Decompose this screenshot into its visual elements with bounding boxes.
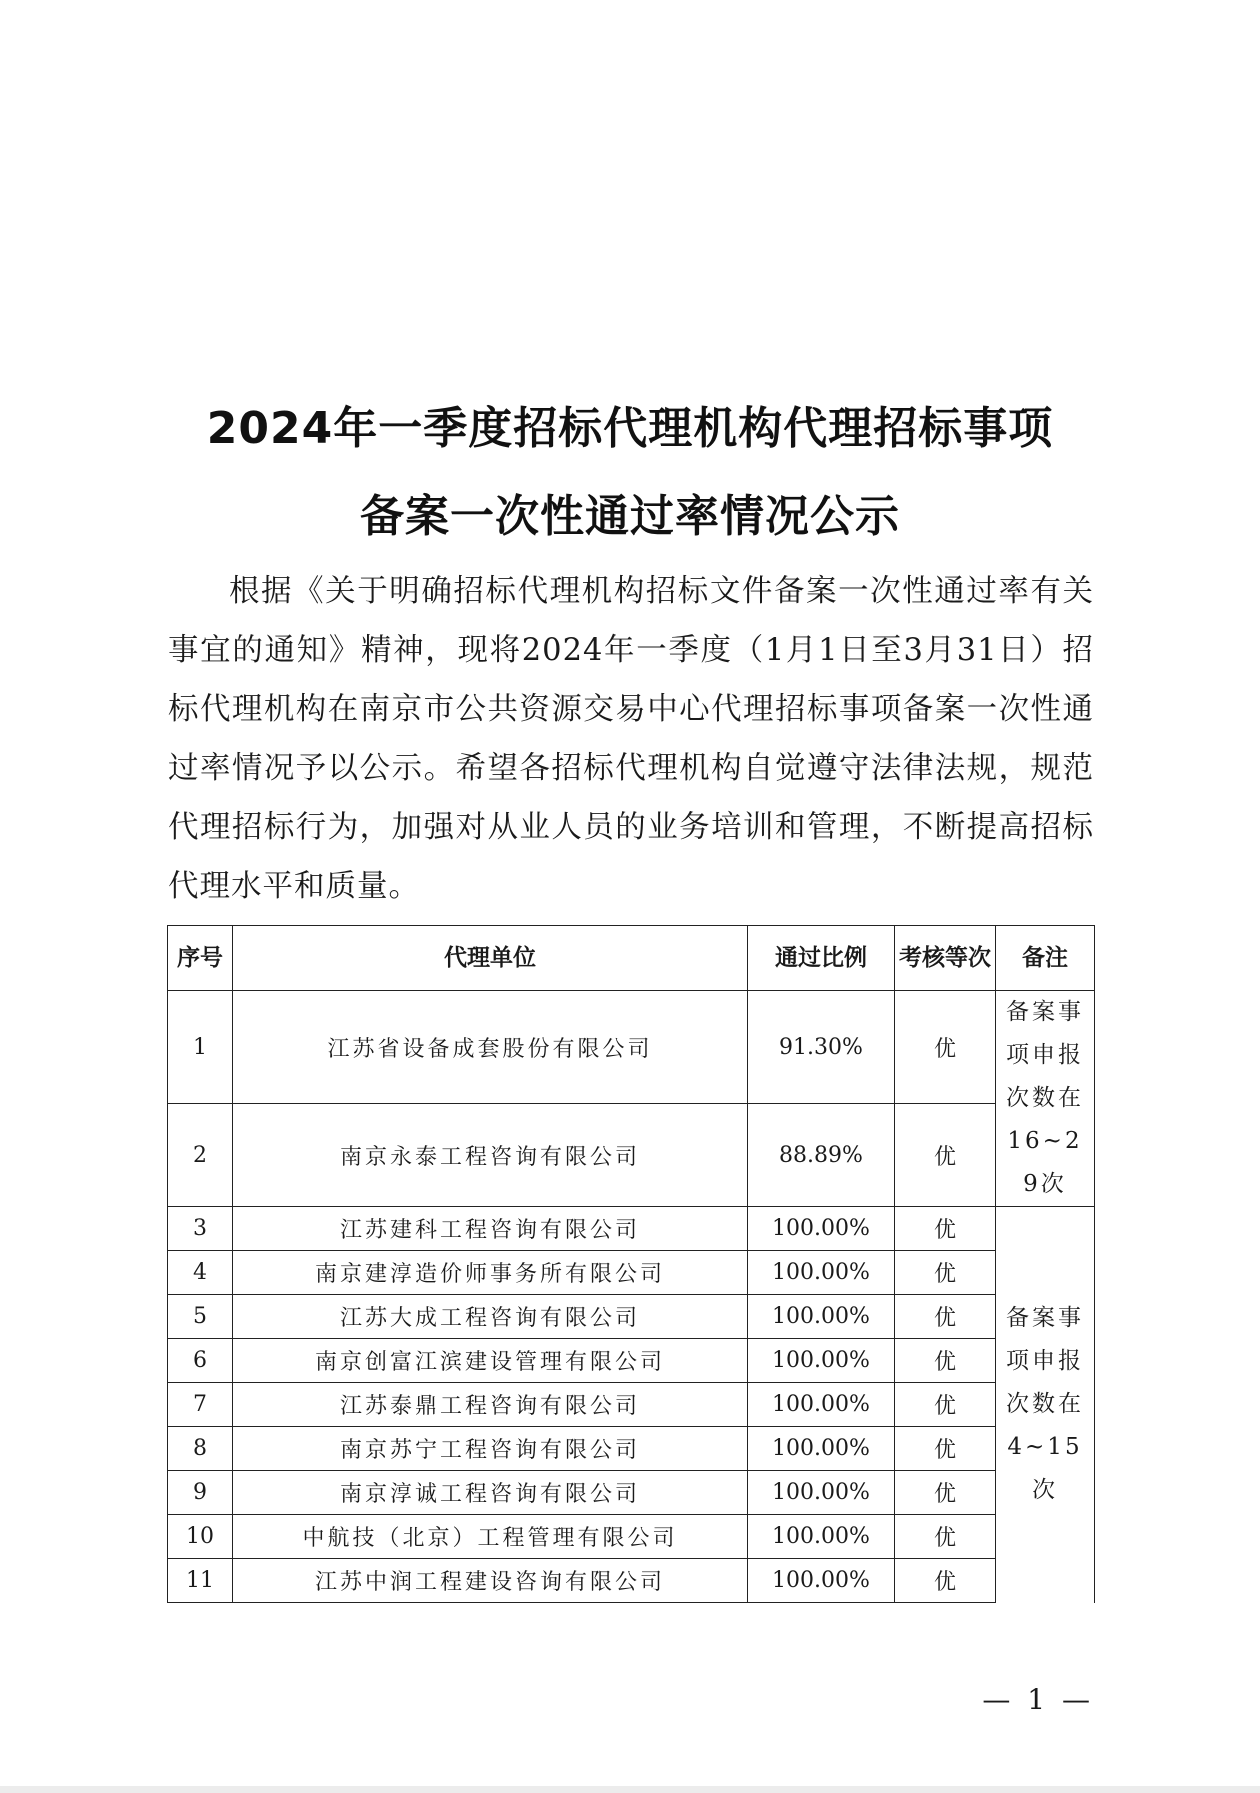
- row-rate: 100.00%: [748, 1339, 895, 1383]
- row-unit: 江苏建科工程咨询有限公司: [233, 1207, 748, 1251]
- row-grade: 优: [895, 1427, 996, 1471]
- row-unit: 南京建淳造价师事务所有限公司: [233, 1251, 748, 1295]
- table-row: [168, 1104, 1095, 1207]
- row-unit: 中航技（北京）工程管理有限公司: [233, 1515, 748, 1559]
- row-grade: 优: [895, 1251, 996, 1295]
- table-row: [168, 1383, 1095, 1427]
- row-rate: 100.00%: [748, 1207, 895, 1251]
- row-grade: 优: [895, 991, 996, 1104]
- row-rate: 100.00%: [748, 1559, 895, 1603]
- header-note: 备注: [996, 926, 1095, 991]
- row-grade: 优: [895, 1207, 996, 1251]
- row-unit: 江苏大成工程咨询有限公司: [233, 1295, 748, 1339]
- row-index: 5: [168, 1295, 233, 1339]
- table-row: [168, 1207, 1095, 1251]
- header-index: 序号: [168, 926, 233, 991]
- row-unit: 江苏泰鼎工程咨询有限公司: [233, 1383, 748, 1427]
- table-row: [168, 1251, 1095, 1295]
- row-unit: 江苏中润工程建设咨询有限公司: [233, 1559, 748, 1603]
- table-row: [168, 1471, 1095, 1515]
- row-rate: 91.30%: [748, 991, 895, 1104]
- row-index: 11: [168, 1559, 233, 1603]
- table-row: [168, 1427, 1095, 1471]
- row-index: 7: [168, 1383, 233, 1427]
- table-row: [168, 1295, 1095, 1339]
- header-unit: 代理单位: [233, 926, 748, 991]
- row-rate: 100.00%: [748, 1471, 895, 1515]
- table-row: [168, 1339, 1095, 1383]
- table-header-row: [168, 926, 1095, 991]
- table-row: [168, 991, 1095, 1104]
- header-rate: 通过比例: [748, 926, 895, 991]
- row-grade: 优: [895, 1471, 996, 1515]
- row-grade: 优: [895, 1104, 996, 1207]
- row-index: 2: [168, 1104, 233, 1207]
- row-grade: 优: [895, 1383, 996, 1427]
- row-rate: 100.00%: [748, 1515, 895, 1559]
- page-number: — 1 —: [982, 1683, 1094, 1716]
- row-unit: 南京淳诚工程咨询有限公司: [233, 1471, 748, 1515]
- row-rate: 88.89%: [748, 1104, 895, 1207]
- row-unit: 南京永泰工程咨询有限公司: [233, 1104, 748, 1207]
- row-rate: 100.00%: [748, 1295, 895, 1339]
- row-rate: 100.00%: [748, 1427, 895, 1471]
- row-grade: 优: [895, 1295, 996, 1339]
- page-bottom-edge: [0, 1786, 1260, 1793]
- note-group-2: 备案事项申报次数在4~15次: [996, 1207, 1095, 1603]
- row-index: 3: [168, 1207, 233, 1251]
- row-grade: 优: [895, 1515, 996, 1559]
- document-title-line-1: 2024年一季度招标代理机构代理招标事项: [206, 403, 1054, 454]
- body-paragraph: 根据《关于明确招标代理机构招标文件备案一次性通过率有关事宜的通知》精神，现将2024年一季度（1月1日至3月31日）招标代理机构在南京市公共资源交易中心代理招标事项备案一次性通过率情况予以公示。希望各招标代理机构自觉遵守法律法规，规范代理招标行为，加强对从业人员的业务培训和管理，不断提高招标代理水平和质量。: [168, 574, 1094, 904]
- row-rate: 100.00%: [748, 1383, 895, 1427]
- note-group-1: 备案事项申报次数在16~29次: [996, 991, 1095, 1207]
- row-index: 10: [168, 1515, 233, 1559]
- row-index: 6: [168, 1339, 233, 1383]
- row-unit: 江苏省设备成套股份有限公司: [233, 991, 748, 1104]
- row-unit: 南京创富江滨建设管理有限公司: [233, 1339, 748, 1383]
- pass-rate-table: [167, 925, 1095, 1603]
- table-row: [168, 1559, 1095, 1603]
- row-index: 1: [168, 991, 233, 1104]
- row-unit: 南京苏宁工程咨询有限公司: [233, 1427, 748, 1471]
- row-rate: 100.00%: [748, 1251, 895, 1295]
- row-index: 4: [168, 1251, 233, 1295]
- table-row: [168, 1515, 1095, 1559]
- document-title-line-2: 备案一次性通过率情况公示: [360, 491, 900, 542]
- row-grade: 优: [895, 1339, 996, 1383]
- row-index: 8: [168, 1427, 233, 1471]
- header-grade: 考核等次: [895, 926, 996, 991]
- row-grade: 优: [895, 1559, 996, 1603]
- row-index: 9: [168, 1471, 233, 1515]
